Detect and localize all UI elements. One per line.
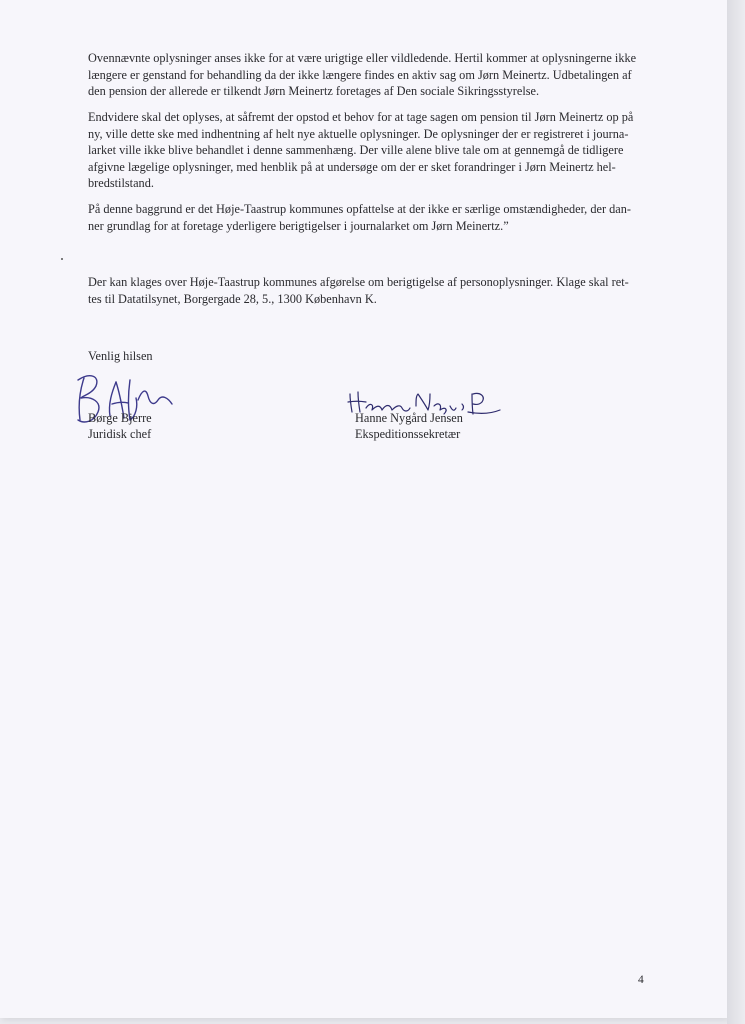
signatory-title: Juridisk chef bbox=[88, 427, 152, 441]
paragraph-line: den pension der allerede er tilkendt Jørn Meinertz foretages af Den sociale Sikringsstyrelse. bbox=[88, 84, 540, 98]
page-number: 4 bbox=[638, 974, 644, 986]
paragraph-line: afgivne lægelige oplysninger, med henblik på at undersøge om der er sket forandringer i Jørn Meinertz hel- bbox=[88, 159, 616, 174]
signatory-name: Børge Bjerre bbox=[88, 411, 152, 425]
paragraph-4 bbox=[88, 274, 694, 307]
paragraph-2 bbox=[88, 109, 694, 192]
paragraph-line: tes til Datatilsynet, Borgergade 28, 5., 1300 København K. bbox=[88, 291, 377, 306]
scan-edge bbox=[727, 0, 745, 1024]
paragraph-line: Ovennævnte oplysninger anses ikke for at være urigtige eller vildledende. Hertil kommer at oplysningerne ikke bbox=[88, 51, 637, 65]
paragraph-line: På denne baggrund er det Høje-Taastrup kommunes opfattelse at der ikke er særlige omstændigheder, der dan- bbox=[88, 202, 631, 216]
paragraph-line: ner grundlag for at foretage yderligere berigtigelser i journalarket om Jørn Meinertz.” bbox=[88, 218, 509, 233]
paragraph-line: Endvidere skal det oplyses, at såfremt der opstod et behov for at tage sagen om pension til Jørn Meinertz op på bbox=[88, 110, 634, 124]
signatory-name: Hanne Nygård Jensen bbox=[355, 411, 463, 425]
paragraph-3 bbox=[88, 201, 694, 234]
signatory-right bbox=[355, 410, 463, 442]
scan-speck bbox=[61, 258, 63, 260]
signatory-left bbox=[88, 410, 152, 442]
paragraph-line: Der kan klages over Høje-Taastrup kommunes afgørelse om berigtigelse af personoplysninger. Klage skal ret- bbox=[88, 275, 629, 289]
paragraph-1 bbox=[88, 50, 694, 100]
paragraph-line: ny, ville dette ske med indhentning af helt nye aktuelle oplysninger. De oplysninger der er registreret i journa- bbox=[88, 126, 629, 141]
paragraph-line: larket ville ikke blive behandlet i denne sammenhæng. Der ville alene blive tale om at gennemgå de tidligere bbox=[88, 143, 624, 157]
paragraph-line: længere er genstand for behandling da der ikke længere findes en aktiv sag om Jørn Meinertz. Udbetalingen af bbox=[88, 67, 632, 82]
paragraph-line: bredstilstand. bbox=[88, 176, 154, 190]
closing-greeting: Venlig hilsen bbox=[88, 349, 153, 363]
signatory-title: Ekspeditionssekretær bbox=[355, 427, 461, 441]
